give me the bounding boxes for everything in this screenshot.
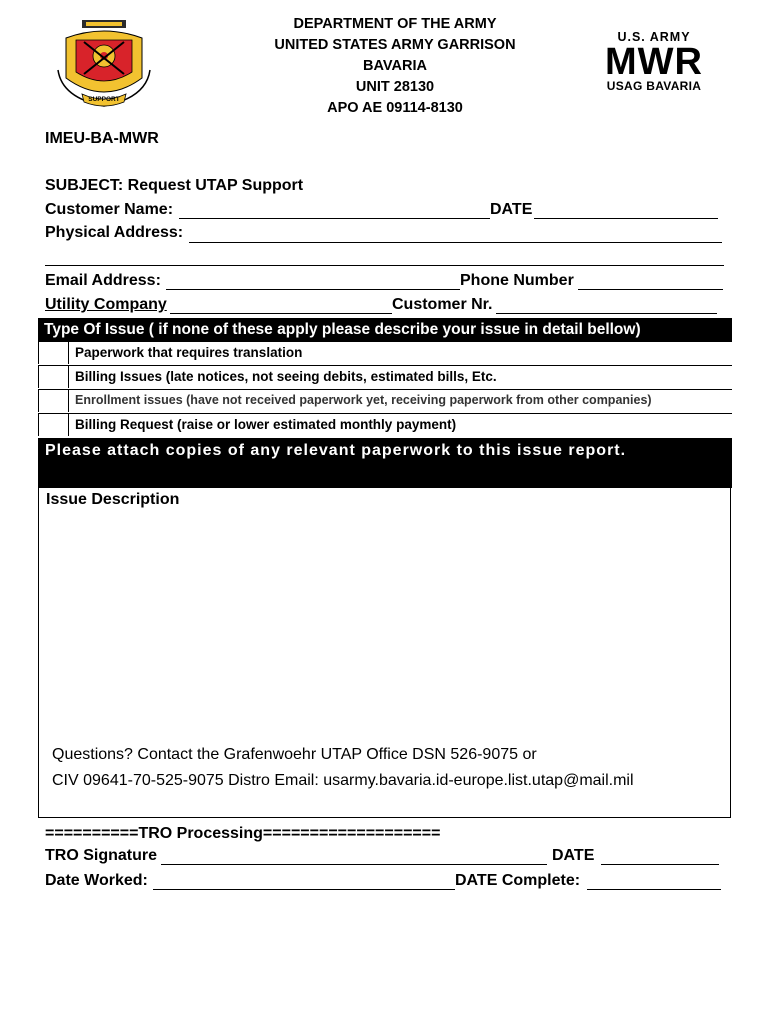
- customer-nr-field[interactable]: [496, 313, 717, 314]
- phone-number-field[interactable]: [578, 289, 723, 290]
- issue-options-table: [38, 342, 732, 437]
- issue-option-row: [38, 366, 732, 390]
- email-address-field[interactable]: [166, 289, 460, 290]
- date-worked-field[interactable]: [153, 889, 455, 890]
- issue-option-checkbox[interactable]: [38, 414, 69, 436]
- army-support-insignia: [52, 20, 156, 110]
- issue-option-label: Paperwork that requires translation: [75, 345, 303, 360]
- tro-date-label: DATE: [552, 847, 595, 864]
- mwr-logo-line3: USAG BAVARIA: [606, 79, 702, 93]
- letterhead-line: BAVARIA: [363, 58, 427, 74]
- mwr-logo-line2: MWR: [605, 41, 703, 83]
- letterhead-line: UNIT 28130: [355, 79, 435, 95]
- issue-option-label: Enrollment issues (have not received paperwork yet, receiving paperwork from other companies): [75, 393, 652, 407]
- physical-address-field[interactable]: [189, 242, 722, 243]
- date-field[interactable]: [534, 218, 718, 219]
- email-address-label: Email Address:: [45, 272, 161, 289]
- customer-name-field[interactable]: [179, 218, 490, 219]
- customer-name-label: Customer Name:: [45, 201, 174, 218]
- subject-line: SUBJECT: Request UTAP Support: [45, 177, 304, 194]
- tro-signature-field[interactable]: [161, 864, 547, 865]
- letterhead-line: APO AE 09114-8130: [327, 100, 463, 116]
- mwr-logo-line1: U.S. ARMY: [617, 30, 691, 44]
- tro-signature-label: TRO Signature: [45, 847, 158, 864]
- office-symbol: IMEU-BA-MWR: [45, 130, 159, 147]
- date-label: DATE: [490, 201, 533, 218]
- mwr-logo: [592, 31, 716, 93]
- utility-company-label: Utility Company: [45, 296, 167, 313]
- issue-description-label: Issue Description: [46, 491, 180, 508]
- issue-option-checkbox[interactable]: [38, 342, 69, 364]
- insignia-text: SUPPORT: [88, 96, 120, 103]
- contact-line: Questions? Contact the Grafenwoehr UTAP Office DSN 526-9075 or: [52, 746, 537, 763]
- contact-info: [52, 742, 634, 794]
- date-complete-field[interactable]: [587, 889, 721, 890]
- issue-option-checkbox[interactable]: [38, 390, 69, 412]
- attach-paperwork-notice: Please attach copies of any relevant paperwork to this issue report.: [38, 438, 732, 488]
- issue-option-label: Billing Issues (late notices, not seeing debits, estimated bills, Etc.: [75, 369, 497, 384]
- issue-option-label: Billing Request (raise or lower estimated monthly payment): [75, 417, 457, 432]
- customer-nr-label: Customer Nr.: [392, 296, 493, 313]
- date-complete-label: DATE Complete:: [455, 872, 581, 889]
- contact-line: CIV 09641-70-525-9075 Distro Email: usarmy.bavaria.id-europe.list.utap@mail.mil: [52, 772, 634, 789]
- utility-company-field[interactable]: [170, 313, 392, 314]
- date-worked-label: Date Worked:: [45, 872, 148, 889]
- issue-option-row: [38, 414, 732, 437]
- issue-option-checkbox[interactable]: [38, 366, 69, 388]
- tro-processing-header: ==========TRO Processing===================: [45, 825, 441, 842]
- letterhead: [230, 14, 560, 119]
- issue-type-header: Type Of Issue ( if none of these apply please describe your issue in detail bellow): [38, 318, 732, 342]
- tro-date-field[interactable]: [601, 864, 719, 865]
- issue-option-row: [38, 342, 732, 366]
- letterhead-line: UNITED STATES ARMY GARRISON: [274, 37, 516, 53]
- physical-address-field-line2[interactable]: [45, 265, 724, 266]
- letterhead-line: DEPARTMENT OF THE ARMY: [293, 16, 497, 32]
- phone-number-label: Phone Number: [460, 272, 574, 289]
- physical-address-label: Physical Address:: [45, 224, 184, 241]
- issue-option-row: [38, 390, 732, 414]
